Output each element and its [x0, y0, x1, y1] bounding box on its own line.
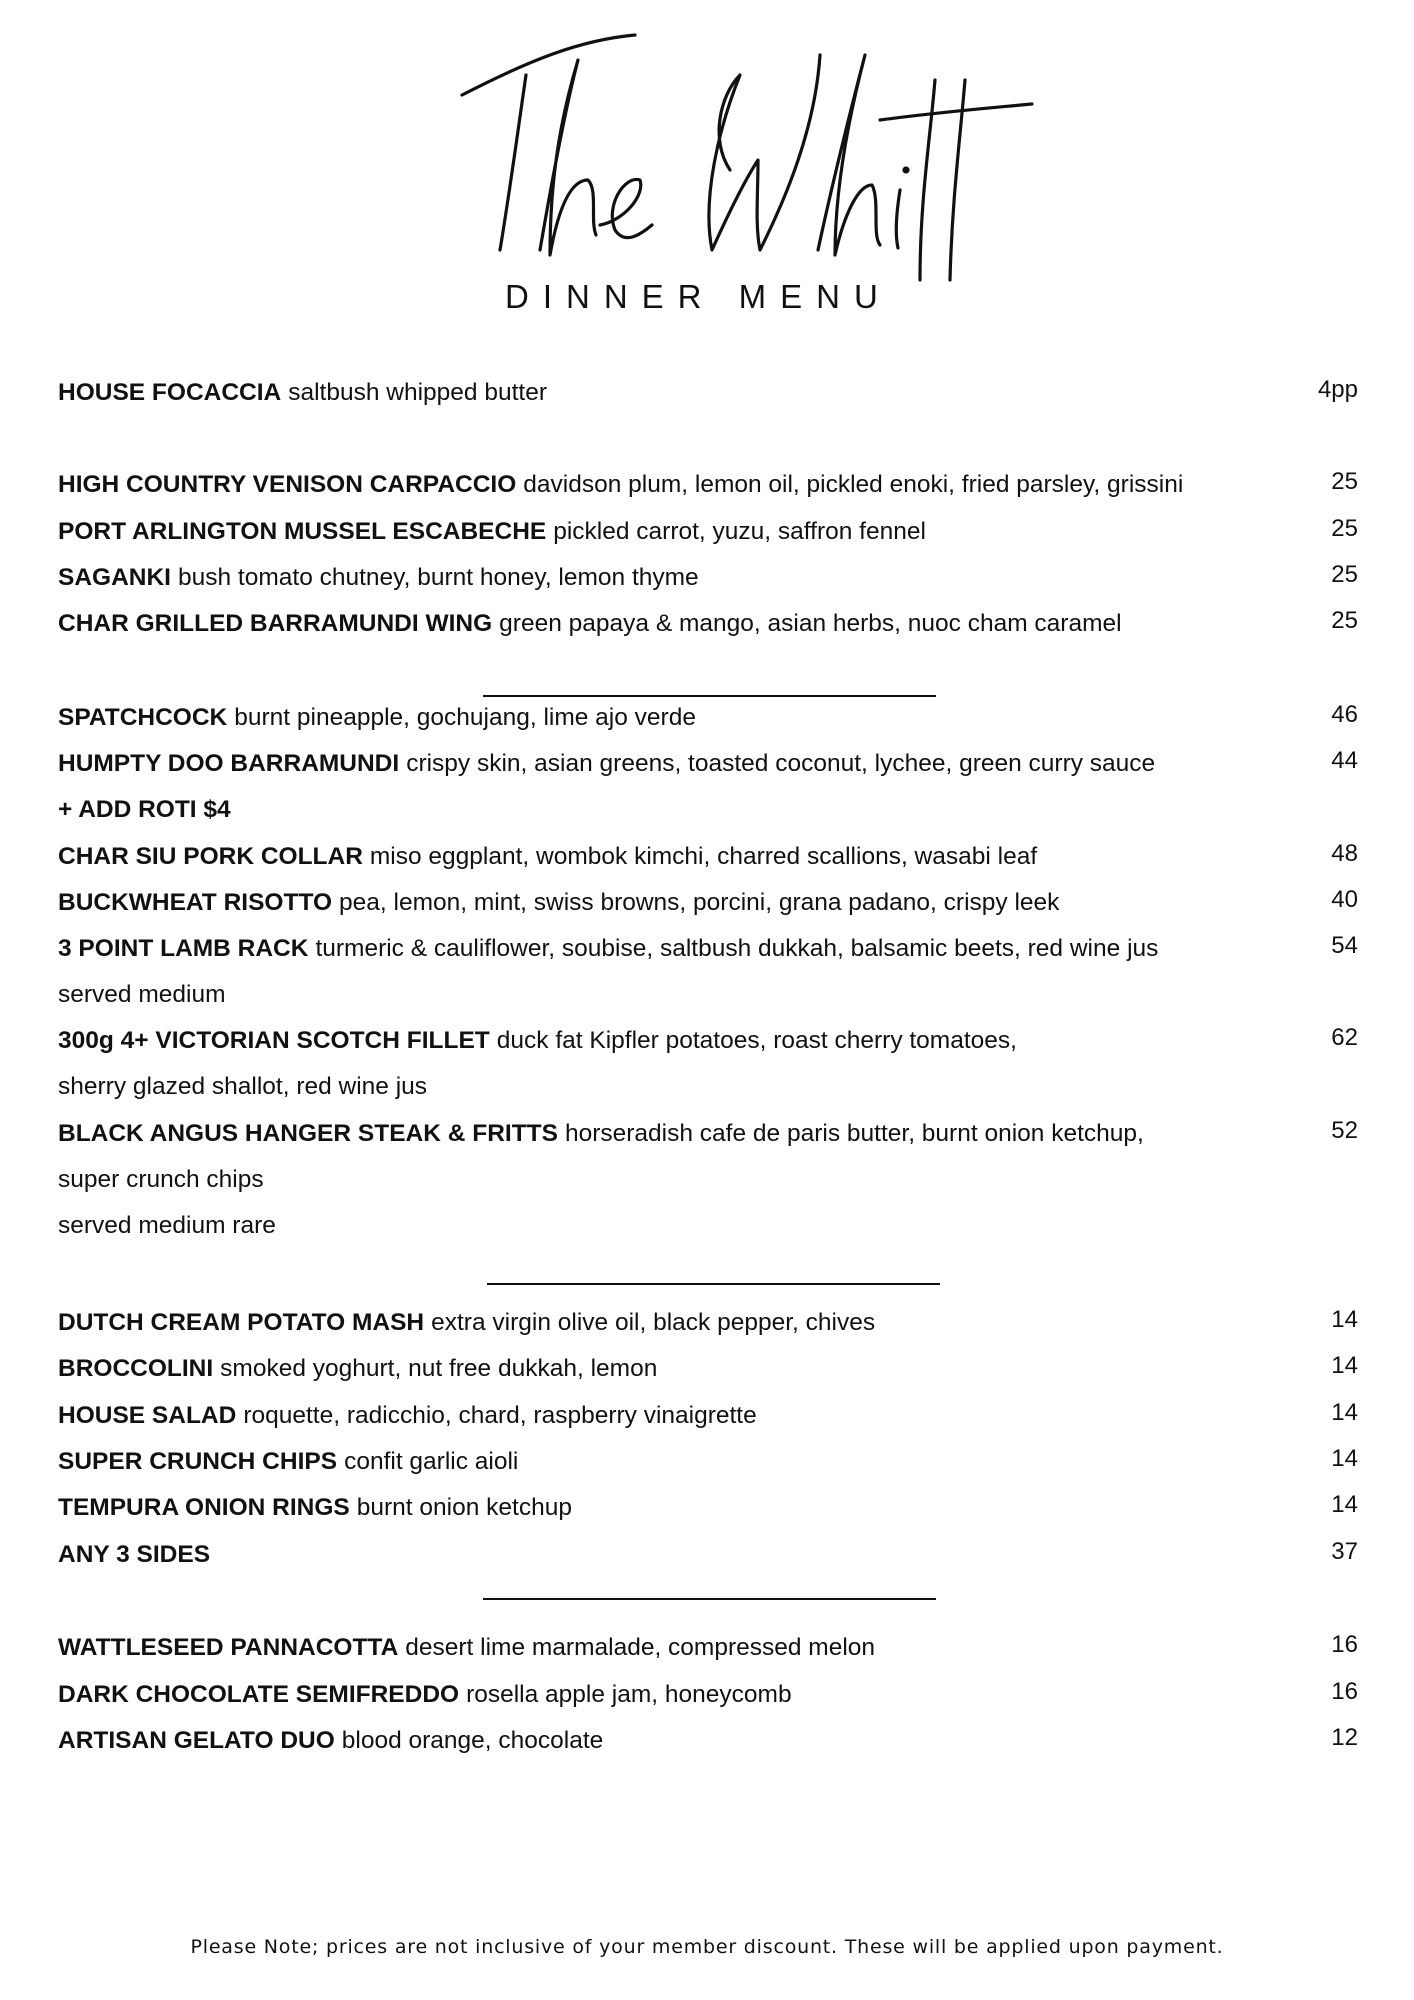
menu-item-description: horseradish cafe de paris butter, burnt onion ketchup, [564, 1120, 1144, 1147]
menu-item-name: SPATCHCOCK [58, 704, 228, 731]
menu-item-name: HOUSE FOCACCIA [58, 379, 282, 406]
menu-item [58, 601, 1358, 647]
menu-item-price: 62 [1331, 1024, 1358, 1051]
footer-note: Please Note; prices are not inclusive of your member discount. These will be applied upon payment. [190, 1936, 1224, 1958]
menu-item-price: 14 [1331, 1352, 1358, 1379]
menu-item [58, 1300, 1358, 1346]
menu-item [58, 1064, 1358, 1110]
menu-item-price: 25 [1331, 607, 1358, 634]
menu-item-description: roquette, radicchio, chard, raspberry vinaigrette [243, 1402, 757, 1429]
menu-item-name: CHAR SIU PORK COLLAR [58, 843, 363, 870]
menu-item-description: green papaya & mango, asian herbs, nuoc cham caramel [499, 610, 1122, 637]
section-divider [487, 1283, 940, 1285]
menu-item-name: WATTLESEED PANNACOTTA [58, 1634, 399, 1661]
menu-item-description: smoked yoghurt, nut free dukkah, lemon [220, 1355, 658, 1382]
menu-item-description: served medium [58, 981, 226, 1008]
menu-item-price: 25 [1331, 468, 1358, 495]
menu-item [58, 1203, 1358, 1249]
menu-item [58, 1532, 1358, 1578]
section-divider [483, 695, 936, 697]
menu-item-name: SAGANKI [58, 564, 171, 591]
menu-item [58, 787, 1358, 833]
menu-item-price: 44 [1331, 747, 1358, 774]
menu-item [58, 834, 1358, 880]
menu-item [58, 1111, 1358, 1157]
menu-item-price: 40 [1331, 886, 1358, 913]
menu-item-name: SUPER CRUNCH CHIPS [58, 1448, 338, 1475]
menu-item-description: burnt onion ketchup [356, 1494, 572, 1521]
menu-item [58, 1485, 1358, 1531]
menu-item [58, 509, 1358, 555]
menu-item-price: 54 [1331, 932, 1358, 959]
menu-item-price: 25 [1331, 515, 1358, 542]
menu-item-price: 14 [1331, 1399, 1358, 1426]
menu-item [58, 555, 1358, 601]
menu-item [58, 1157, 1358, 1203]
menu-item-price: 14 [1331, 1491, 1358, 1518]
menu-item-price: 48 [1331, 840, 1358, 867]
menu-item-description: served medium rare [58, 1212, 276, 1239]
menu-item [58, 1018, 1358, 1064]
menu-item-name: PORT ARLINGTON MUSSEL ESCABECHE [58, 518, 547, 545]
menu-item [58, 1346, 1358, 1392]
menu-item-name: BLACK ANGUS HANGER STEAK & FRITTS [58, 1120, 558, 1147]
menu-item-price: 14 [1331, 1445, 1358, 1472]
menu-item-description: desert lime marmalade, compressed melon [405, 1634, 876, 1661]
menu-item-price: 12 [1331, 1724, 1358, 1751]
menu-item-description: burnt pineapple, gochujang, lime ajo verde [234, 704, 696, 731]
menu-item [58, 972, 1358, 1018]
menu-item-price: 16 [1331, 1631, 1358, 1658]
menu-item-name: TEMPURA ONION RINGS [58, 1494, 350, 1521]
menu-item-description: miso eggplant, wombok kimchi, charred scallions, wasabi leaf [369, 843, 1038, 870]
menu-item-name: CHAR GRILLED BARRAMUNDI WING [58, 610, 493, 637]
menu-item [58, 370, 1358, 416]
menu-item-name: + ADD ROTI $4 [58, 796, 231, 823]
menu-item-description: pickled carrot, yuzu, saffron fennel [553, 518, 926, 545]
menu-item-price: 14 [1331, 1306, 1358, 1333]
menu-item-description: extra virgin olive oil, black pepper, chives [431, 1309, 876, 1336]
menu-item-description: sherry glazed shallot, red wine jus [58, 1073, 428, 1100]
menu-item-description: duck fat Kipfler potatoes, roast cherry tomatoes, [496, 1027, 1017, 1054]
menu-item-description: saltbush whipped butter [288, 379, 548, 406]
menu-item-name: 3 POINT LAMB RACK [58, 935, 309, 962]
menu-item-description: pea, lemon, mint, swiss browns, porcini, grana padano, crispy leek [339, 889, 1060, 916]
menu-item-description: confit garlic aioli [344, 1448, 519, 1475]
menu-item [58, 1672, 1358, 1718]
menu-item-description: bush tomato chutney, burnt honey, lemon thyme [177, 564, 699, 591]
menu-item-name: 300g 4+ VICTORIAN SCOTCH FILLET [58, 1027, 490, 1054]
menu-item [58, 1393, 1358, 1439]
menu-item-description: super crunch chips [58, 1166, 264, 1193]
menu-item [58, 926, 1358, 972]
menu-item [58, 462, 1358, 508]
menu-item-price: 52 [1331, 1117, 1358, 1144]
menu-item-name: ARTISAN GELATO DUO [58, 1727, 335, 1754]
menu-item-description: turmeric & cauliflower, soubise, saltbush dukkah, balsamic beets, red wine jus [315, 935, 1159, 962]
menu-item [58, 880, 1358, 926]
menu-item-description: rosella apple jam, honeycomb [466, 1681, 792, 1708]
restaurant-logo [440, 20, 1080, 300]
menu-item [58, 1718, 1358, 1764]
menu-item-price: 37 [1331, 1538, 1358, 1565]
menu-item-name: ANY 3 SIDES [58, 1541, 211, 1568]
menu-item-price: 4pp [1317, 376, 1358, 403]
menu-item-description: crispy skin, asian greens, toasted coconut, lychee, green curry sauce [406, 750, 1156, 777]
section-divider [483, 1598, 936, 1600]
menu-item-name: HIGH COUNTRY VENISON CARPACCIO [58, 471, 517, 498]
menu-item-price: 16 [1331, 1678, 1358, 1705]
menu-item-name: BUCKWHEAT RISOTTO [58, 889, 333, 916]
menu-item [58, 1439, 1358, 1485]
menu-item-price: 46 [1331, 701, 1358, 728]
menu-item [58, 695, 1358, 741]
menu-item-price: 25 [1331, 561, 1358, 588]
menu-item-name: HUMPTY DOO BARRAMUNDI [58, 750, 400, 777]
menu-item-description: blood orange, chocolate [341, 1727, 604, 1754]
menu-item-name: HOUSE SALAD [58, 1402, 237, 1429]
menu-item-name: DARK CHOCOLATE SEMIFREDDO [58, 1681, 460, 1708]
menu-subtitle: DINNER MENU [505, 278, 892, 315]
menu-item-name: DUTCH CREAM POTATO MASH [58, 1309, 425, 1336]
menu-item-description: davidson plum, lemon oil, pickled enoki, fried parsley, grissini [523, 471, 1184, 498]
menu-item [58, 741, 1358, 787]
menu-item [58, 1625, 1358, 1671]
menu-item-name: BROCCOLINI [58, 1355, 214, 1382]
